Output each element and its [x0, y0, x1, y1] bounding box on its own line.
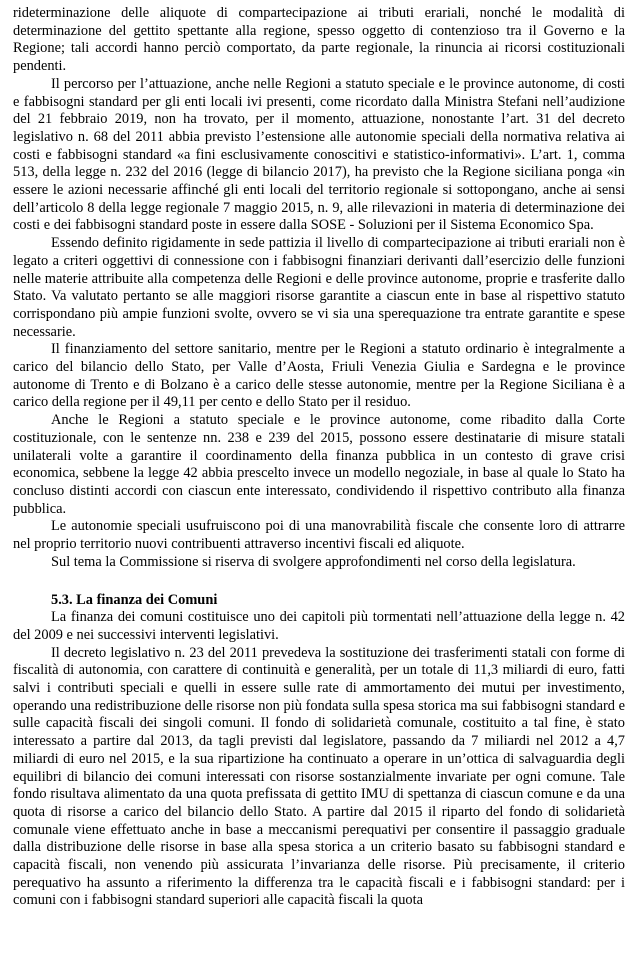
section-heading: 5.3. La finanza dei Comuni	[51, 591, 218, 608]
paragraph: Anche le Regioni a statuto speciale e le province autonome, come ribadito dalla Corte costituzionale, con le sentenze nn. 238 e 239 del 2015, possono essere destinatarie di misure statali unilaterali volte a garantire il coordinamento della finanza pubblica in un contesto di grave crisi economica, sebbene la legge 42 abbia prescelto invece un modello negoziale, in base al quale lo Stato ha concluso distinti accordi con ciascun ente interessato, condividendo il rispettivo contributo alla finanza pubblica.	[13, 412, 625, 517]
document-body	[13, 5, 625, 910]
paragraph: Le autonomie speciali usufruiscono poi di una manovrabilità fiscale che consente loro di attrarre nel proprio territorio nuovi contribuenti attraverso incentivi fiscali ed aliquote.	[13, 518, 625, 553]
paragraph: Il finanziamento del settore sanitario, mentre per le Regioni a statuto ordinario è integralmente a carico del bilancio dello Stato, per Valle d’Aosta, Friuli Venezia Giulia e Sardegna e le province autonome di Trento e di Bolzano è a carico delle stesse autonomie, mentre per la Regione Siciliana è a carico della regione per il 49,11 per cento e dello Stato per il residuo.	[13, 341, 625, 411]
paragraph: Sul tema la Commissione si riserva di svolgere approfondimenti nel corso della legislatura.	[51, 553, 576, 570]
paragraph: rideterminazione delle aliquote di compartecipazione ai tributi erariali, nonché le modalità di determinazione del gettito spettante alla regione, spesso oggetto di contenzioso tra il Governo e la Regione; tali accordi hanno perciò comportato, da parte regionale, la rinuncia ai ricorsi costituzionali pendenti.	[13, 5, 625, 75]
paragraph: Il percorso per l’attuazione, anche nelle Regioni a statuto speciale e le province autonome, di costi e fabbisogni standard per gli enti locali ivi presenti, come ricordato dalla Ministra Stefani nell’audizione del 21 febbraio 2019, non ha trovato, per il momento, attuazione, nonostante l’art. 31 del decreto legislativo n. 68 del 2011 abbia previsto l’estensione alle autonomie speciali della normativa relativa ai costi e fabbisogni standard «a fini esclusivamente conoscitivi e statistico-informativi». L’art. 1, comma 513, della legge n. 232 del 2016 (legge di bilancio 2017), ha previsto che la Regione siciliana ponga «in essere le azioni necessarie affinché gli enti locali del territorio regionale si sottopongano, anche ai sensi dell’articolo 8 della legge regionale 7 maggio 2015, n. 9, alle rilevazioni in materia di determinazione dei costi e dei fabbisogni standard poste in essere dalla SOSE - Soluzioni per il Sistema Economico Spa.	[13, 75, 625, 234]
paragraph: Essendo definito rigidamente in sede pattizia il livello di compartecipazione ai tributi erariali non è legato a criteri oggettivi di connessione con i fabbisogni finanziari derivanti dall’esercizio delle funzioni nelle materie attribuite alla competenza delle Regioni e delle province autonome, proprie e trasferite dallo Stato. Va valutato pertanto se alle maggiori risorse garantite a ciascun ente in base al rispettivo statuto corrispondano più ampie funzioni svolte, ovvero se vi sia una sperequazione tra entrate garantite e spese necessarie.	[13, 235, 625, 340]
paragraph: La finanza dei comuni costituisce uno dei capitoli più tormentati nell’attuazione della legge n. 42 del 2009 e nei successivi interventi legislativi.	[13, 609, 625, 643]
paragraph: Il decreto legislativo n. 23 del 2011 prevedeva la sostituzione dei trasferimenti statali con forme di fiscalità di autonomia, con carattere di continuità e generalità, per un totale di 11,3 miliardi di euro, fatti salvi i contributi speciali e quelli in essere sulle rate di ammortamento dei mutui per investimento, operando una redistribuzione delle risorse non più fondata sulla spesa storica ma sui fabbisogni standard e sulle capacità fiscali dei singoli comuni. Il fondo di solidarietà comunale, costituito a tal fine, è stato interessato a partire dal 2013, da tagli previsti dal legislatore, passando da 7 miliardi nel 2012 a 4,7 miliardi di euro nel 2015, e la sua ripartizione ha continuato a operare in un’ottica di salvaguardia degli equilibri di bilancio dei comuni interessati con risorse sostanzialmente invariate per ogni comune. Tale fondo risultava alimentato da una quota prefissata di gettito IMU di spettanza di ciascun comune e da una quota di risorse a carico del bilancio dello Stato. A partire dal 2015 il riparto del fondo di solidarietà comunale viene effettuato anche in base a meccanismi perequativi per consentire il passaggio graduale dalla distribuzione delle risorse in base alla spesa storica a un criterio basato su fabbisogni standard e capacità fiscali, non venendo più assicurata l’invarianza delle risorse. Più precisamente, il criterio perequativo ha assunto a riferimento la differenza tra le capacità fiscali e i fabbisogni standard: per i comuni con i fabbisogni standard superiori alle capacità fiscali la quota	[13, 644, 625, 909]
